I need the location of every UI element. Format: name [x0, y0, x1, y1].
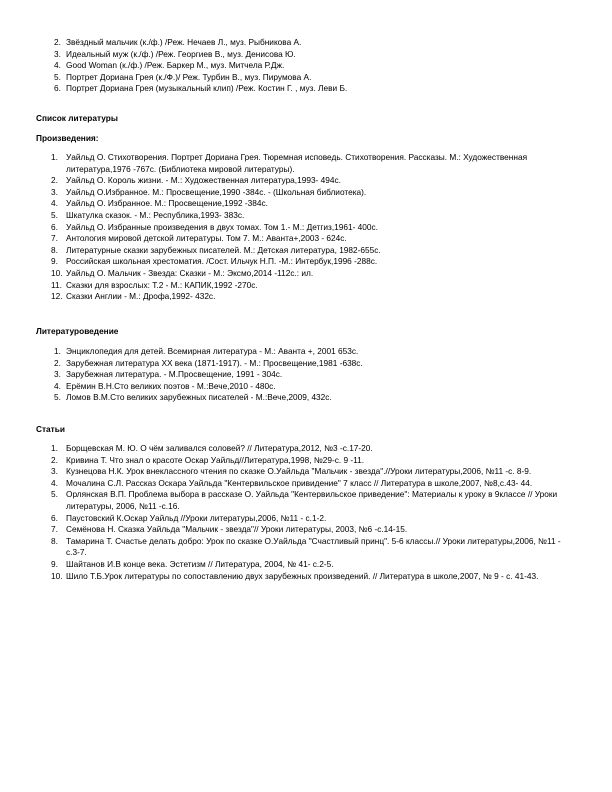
- literature-heading: Список литературы: [36, 113, 118, 123]
- item-number: 1.: [51, 152, 58, 162]
- list-item: [0, 152, 612, 175]
- list-item: [0, 443, 612, 455]
- works-heading: Произведения:: [36, 133, 99, 143]
- list-item: [0, 256, 612, 268]
- list-item: [0, 233, 612, 245]
- item-text: Кривина Т. Что знал о красоте Оскар Уайльд//Литература,1998, №29-с. 9 -11.: [66, 454, 365, 465]
- list-item: [0, 536, 612, 559]
- item-text: Портрет Дориана Грея (музыкальный клип) /Реж. Костин Г. , муз. Леви Б.: [66, 83, 348, 94]
- item-text: Уайльд О. Избранные произведения в двух томах. Том 1.- М.: Детгиз,1961- 400с.: [66, 221, 378, 232]
- item-text: Сказки Англии - М.: Дрофа,1992- 432с.: [66, 291, 216, 302]
- list-item: [0, 175, 612, 187]
- list-item: [0, 37, 612, 49]
- item-text: Идеальный муж (к./ф.) /Реж. Георгиев В., муз. Денисова Ю.: [66, 48, 296, 59]
- item-number: 8.: [51, 244, 58, 255]
- list-item: [0, 291, 612, 303]
- item-text: Шайтанов И.В конце века. Эстетизм // Литература, 2004, № 41- с.2-5.: [66, 558, 334, 569]
- list-item: [0, 358, 612, 370]
- item-number: 4.: [51, 477, 58, 488]
- list-item: [0, 210, 612, 222]
- item-text: Зарубежная литература XX века (1871-1917). - М.: Просвещение,1981 -638с.: [66, 357, 363, 368]
- list-item: [0, 571, 612, 583]
- works-list: [0, 152, 612, 303]
- item-text: Антология мировой детской литературы. Том 7. М.: Аванта+,2003 - 624с.: [66, 233, 347, 244]
- item-text: Шкатулка сказок. - М.: Республика,1993- 383с.: [66, 209, 245, 220]
- list-item: [0, 346, 612, 358]
- item-text: Орлянская В.П. Проблема выбора в рассказе О. Уайльда "Кентервильское приведение": Материалы к уроку в 9классе // Уроки литературы, 2006, №11 -с.16.: [66, 489, 558, 511]
- item-text: Сказки для взрослых: Т.2 - М.: КАПИК,1992 -270с.: [66, 279, 258, 290]
- list-item: [0, 60, 612, 72]
- item-number: 12.: [51, 291, 63, 302]
- criticism-list: [0, 346, 612, 404]
- item-text: Энциклопедия для детей. Всемирная литература - М.: Аванта +, 2001 653с.: [66, 346, 359, 356]
- item-number: 7.: [51, 524, 58, 535]
- item-number: 6.: [51, 512, 58, 523]
- item-text: Тамарина Т. Счастье делать добро: Урок по сказке О.Уайльда "Счастливый принц". 5-6 классы.// Уроки литературы,2006, №11 - с.3-7.: [66, 535, 561, 558]
- item-number: 3.: [51, 466, 58, 477]
- item-number: 6.: [54, 83, 61, 94]
- list-item: [0, 489, 612, 512]
- list-item: [0, 392, 612, 404]
- list-item: [0, 381, 612, 393]
- film-list: [0, 37, 612, 95]
- item-number: 8.: [51, 535, 58, 546]
- item-text: Уайльд О. Король жизни. - М.: Художественная литература,1993- 494с.: [66, 175, 341, 186]
- item-text: Российская школьная хрестоматия. /Сост. Ильчук Н.П. -М.: Интербук,1996 -288с.: [66, 256, 378, 267]
- item-number: 7.: [51, 233, 58, 244]
- item-text: Борщевская М. Ю. О чём заливался соловей? // Литература,2012, №3 -с.17-20.: [66, 443, 373, 453]
- item-number: 5.: [51, 209, 58, 220]
- item-number: 10.: [51, 267, 63, 278]
- list-item: [0, 369, 612, 381]
- item-number: 11.: [51, 279, 62, 290]
- item-number: 4.: [54, 60, 61, 71]
- list-item: [0, 268, 612, 280]
- item-number: 6.: [51, 221, 58, 232]
- item-number: 5.: [54, 392, 61, 403]
- item-number: 2.: [51, 454, 58, 465]
- list-item: [0, 466, 612, 478]
- item-text: Шило Т.Б.Урок литературы по сопоставлению двух зарубежных произведений. // Литература в школе,2007, № 9 - с. 41-43.: [66, 570, 539, 581]
- item-number: 2.: [51, 175, 58, 186]
- list-item: [0, 72, 612, 84]
- item-text: Литературные сказки зарубежных писателей. М.: Детская литература, 1982-655с.: [66, 244, 381, 255]
- item-number: 5.: [54, 71, 61, 82]
- list-item: [0, 455, 612, 467]
- item-text: Мочалина С.Л. Рассказ Оскара Уайльда "Кентервильское привидение" 7 класс // Литература в школе,2007, №8,с.43- 44.: [66, 477, 533, 488]
- articles-list: [0, 443, 612, 582]
- item-text: Зарубежная литература. - М.Просвещение, 1991 - 304с.: [66, 369, 283, 380]
- item-number: 5.: [51, 489, 58, 500]
- item-number: 1.: [54, 346, 61, 356]
- item-number: 9.: [51, 256, 58, 267]
- item-text: Семёнова Н. Сказка Уайльда "Мальчик - звезда"// Уроки литературы, 2003, №6 -с.14-15.: [66, 524, 408, 535]
- item-text: Ломов В.М.Сто великих зарубежных писателей - М.:Вече,2009, 432с.: [66, 392, 332, 403]
- list-item: [0, 49, 612, 61]
- list-item: [0, 187, 612, 199]
- item-number: 9.: [51, 558, 58, 569]
- item-text: Кузнецова Н.К. Урок внеклассного чтения по сказке О.Уайльда "Мальчик - звезда".//Уроки литературы,2006, №11 -с. 8-9.: [66, 466, 532, 477]
- articles-heading: Статьи: [36, 424, 65, 434]
- list-item: [0, 478, 612, 490]
- list-item: [0, 83, 612, 95]
- item-number: 2.: [54, 37, 61, 47]
- item-text: Звёздный мальчик (к./ф.) /Реж. Нечаев Л., муз. Рыбникова А.: [66, 37, 302, 47]
- criticism-heading: Литературоведение: [36, 326, 119, 336]
- list-item: [0, 198, 612, 210]
- item-text: Уайльд О. Стихотворения. Портрет Дориана Грея. Тюремная исповедь. Стихотворения. Рассказы. М.: Художественная литература,1976 -767с. (Библиотека мировой литературы).: [66, 152, 528, 174]
- list-item: [0, 245, 612, 257]
- list-item: [0, 513, 612, 525]
- item-number: 3.: [51, 186, 58, 197]
- item-number: 3.: [54, 369, 61, 380]
- item-number: 4.: [51, 198, 58, 209]
- item-text: Good Woman (к./ф.) /Реж. Баркер М., муз. Митчела Р.Дж.: [66, 60, 285, 71]
- list-item: [0, 524, 612, 536]
- item-number: 4.: [54, 380, 61, 391]
- item-number: 3.: [54, 48, 61, 59]
- item-number: 1.: [51, 443, 58, 453]
- item-number: 10.: [51, 570, 63, 581]
- item-text: Уайльд О.Избранное. М.: Просвещение,1990 -384с. - (Школьная библиотека).: [66, 186, 367, 197]
- list-item: [0, 559, 612, 571]
- item-text: Портрет Дориана Грея (к./Ф.)/ Реж. Турбин В., муз. Пирумова А.: [66, 71, 312, 82]
- item-text: Паустовский К.Оскар Уайльд //Уроки литературы,2006, №11 - с.1-2.: [66, 512, 327, 523]
- item-number: 2.: [54, 357, 61, 368]
- list-item: [0, 222, 612, 234]
- item-text: Ерёмин В.Н.Сто великих поэтов - М.:Вече,2010 - 480с.: [66, 380, 276, 391]
- item-text: Уайльд О. Мальчик - Звезда: Сказки - М.: Эксмо,2014 -112с.: ил.: [66, 267, 314, 278]
- item-text: Уайльд О. Избранное. М.: Просвещение,1992 -384с.: [66, 198, 268, 209]
- list-item: [0, 280, 612, 292]
